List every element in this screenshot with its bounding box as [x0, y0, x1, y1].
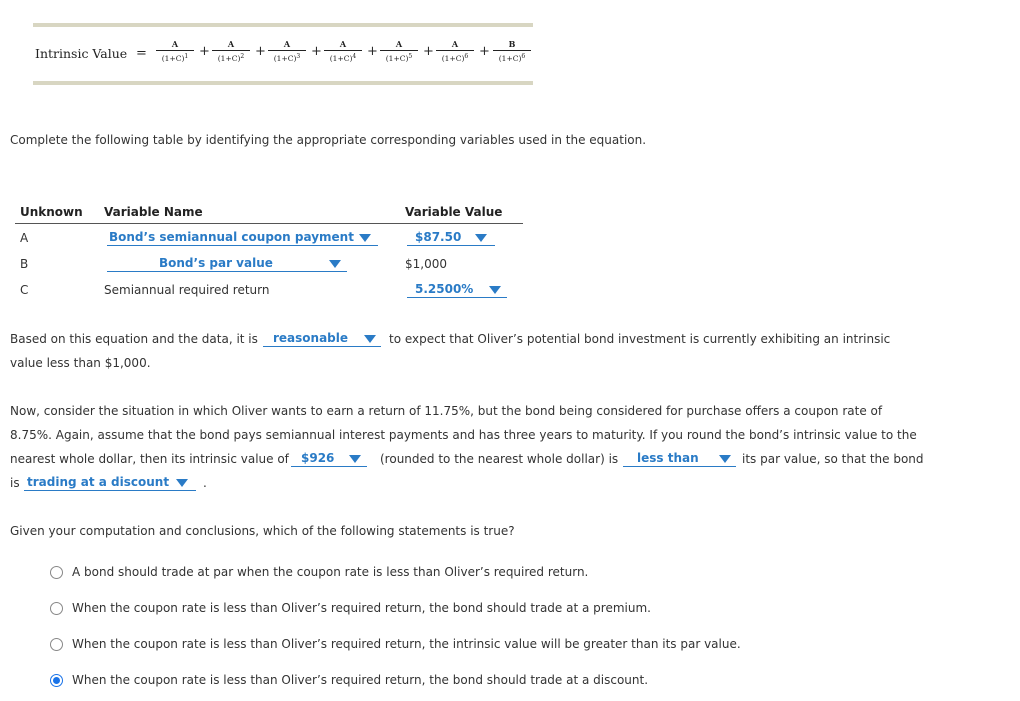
variable-value-c-select[interactable]: 5.2500%: [407, 281, 507, 298]
variable-value-b: $1,000: [405, 257, 447, 271]
plus-sign: +: [199, 44, 210, 59]
plus-sign: +: [311, 44, 322, 59]
radio-button[interactable]: [50, 638, 63, 651]
plus-sign: +: [367, 44, 378, 59]
variable-value-a-select[interactable]: $87.50: [407, 229, 495, 246]
para2-line3-c: its par value, so that the bond: [742, 452, 924, 466]
chevron-down-icon: [329, 260, 341, 268]
comparison-select[interactable]: less than: [623, 450, 736, 467]
chevron-down-icon: [364, 335, 376, 343]
reasonable-select[interactable]: reasonable: [263, 330, 381, 347]
trading-select[interactable]: trading at a discount: [24, 474, 196, 491]
equation-term: A $(1+C)^5$: [380, 39, 418, 64]
header-variable-name: Variable Name: [104, 205, 203, 219]
equation-term: A $(1+C)^2$: [212, 39, 250, 64]
variable-name-b-select[interactable]: Bond’s par value: [107, 255, 347, 272]
para2-line4-a: is: [10, 476, 20, 490]
unknown-a: A: [20, 231, 29, 245]
variable-name-a-select[interactable]: Bond’s semiannual coupon payment: [107, 229, 378, 246]
equation-top-rule: [33, 23, 533, 27]
equation-bottom-rule: [33, 81, 533, 85]
header-unknown: Unknown: [20, 205, 83, 219]
instruction-text: Complete the following table by identifying the appropriate corresponding variables used in the equation.: [10, 133, 647, 147]
header-variable-value: Variable Value: [405, 205, 503, 219]
equation-term: B $(1+C)^6$: [493, 39, 531, 64]
equation-term: A $(1+C)^6$: [436, 39, 474, 64]
para2-line1: Now, consider the situation in which Oliver wants to earn a return of 11.75%, but the bond being considered for purchase offers a coupon rate of: [10, 404, 883, 418]
unknown-c: C: [20, 283, 29, 297]
chevron-down-icon: [349, 455, 361, 463]
para2-line4-b: .: [203, 476, 207, 490]
unknown-b: B: [20, 257, 29, 271]
chevron-down-icon: [719, 455, 731, 463]
variable-name-c: Semiannual required return: [104, 283, 270, 297]
option-label: When the coupon rate is less than Oliver’s required return, the intrinsic value will be greater than its par value.: [72, 637, 741, 651]
plus-sign: +: [423, 44, 434, 59]
para2-line3-b: (rounded to the nearest whole dollar) is: [380, 452, 619, 466]
equation-term: A $(1+C)^3$: [268, 39, 306, 64]
equals-sign: =: [136, 46, 147, 61]
table-header-rule: [15, 223, 523, 224]
option-label: When the coupon rate is less than Oliver’s required return, the bond should trade at a discount.: [72, 673, 649, 687]
equation-term: A $(1+C)^4$: [324, 39, 362, 64]
para2-line2: 8.75%. Again, assume that the bond pays semiannual interest payments and has three years to maturity. If you round the bond’s intrinsic value to the: [10, 428, 917, 442]
plus-sign: +: [479, 44, 490, 59]
radio-button[interactable]: [50, 674, 63, 687]
para1-line2: value less than $1,000.: [10, 356, 151, 370]
chevron-down-icon: [176, 479, 188, 487]
radio-button[interactable]: [50, 566, 63, 579]
chevron-down-icon: [489, 286, 501, 294]
para1-after: to expect that Oliver’s potential bond investment is currently exhibiting an intrinsic: [389, 332, 891, 346]
intrinsic-value-select[interactable]: $926: [291, 450, 367, 467]
chevron-down-icon: [475, 234, 487, 242]
option-label: A bond should trade at par when the coupon rate is less than Oliver’s required return.: [72, 565, 589, 579]
equation-term: A $(1+C)^1$: [156, 39, 194, 64]
radio-button[interactable]: [50, 602, 63, 615]
para1-before: Based on this equation and the data, it is: [10, 332, 258, 346]
option-label: When the coupon rate is less than Oliver’s required return, the bond should trade at a premium.: [72, 601, 651, 615]
chevron-down-icon: [359, 234, 371, 242]
plus-sign: +: [255, 44, 266, 59]
question-text: Given your computation and conclusions, which of the following statements is true?: [10, 524, 515, 538]
equation-label: Intrinsic Value: [35, 46, 128, 61]
para2-line3-a: nearest whole dollar, then its intrinsic value of: [10, 452, 289, 466]
